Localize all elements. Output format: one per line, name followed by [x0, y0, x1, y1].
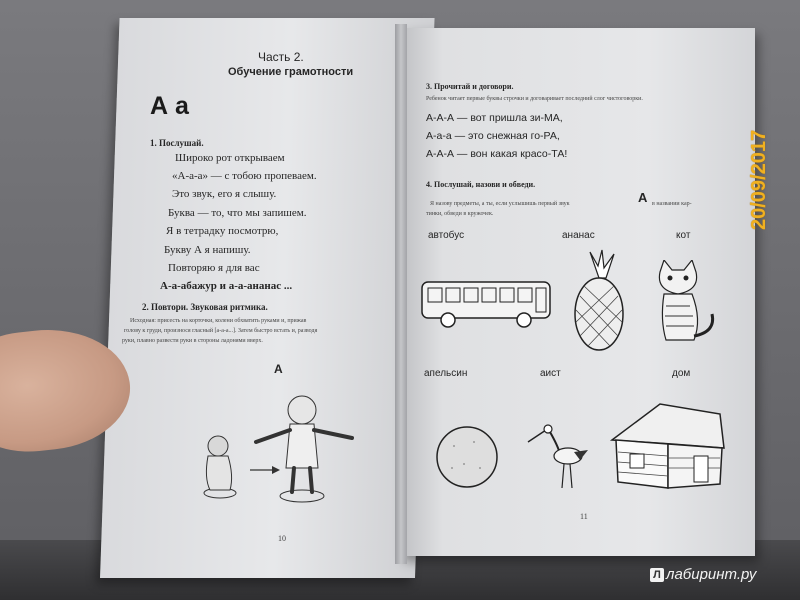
book-spine [395, 24, 407, 564]
word-label-pineapple: ананас [562, 230, 595, 241]
orange-picture [434, 424, 500, 490]
word-label-stork: аист [540, 368, 561, 379]
section2-title: 2. Повтори. Звуковая ритмика. [142, 302, 268, 312]
section4-intro-start: Я назову предметы, а ты, если услышишь первый звук [430, 201, 570, 207]
chant-line: А-а-а — это снежная го-РА, [426, 130, 560, 142]
part-subtitle: Обучение грамотности [228, 66, 354, 78]
house-picture [608, 396, 728, 496]
section3-intro: Ребенок читает первые буквы строчки и договаривает последний слог чистоговорки. [426, 96, 643, 102]
word-label-house: дом [672, 368, 691, 379]
exercise-letter: А [274, 362, 283, 376]
poem-line: Буква — то, что мы запишем. [168, 207, 307, 219]
section1-title: 1. Послушай. [150, 138, 204, 148]
page-number-right: 11 [580, 512, 588, 521]
instruction-line: руки, плавно развести руки в стороны ладонями вверх. [122, 338, 263, 344]
chant-line: А-А-А — вон какая красо-ТА! [426, 148, 568, 160]
poem-line: Широко рот открываем [175, 152, 285, 164]
watermark [650, 566, 756, 583]
section3-title: 3. Прочитай и договори. [426, 82, 514, 91]
pineapple-picture [566, 248, 632, 358]
page-number-left: 10 [278, 534, 286, 543]
poem-line: Это звук, его я слышу. [172, 188, 277, 200]
stork-picture [524, 420, 594, 492]
poem-line: «А-а-а» — с тобою пропеваем. [172, 170, 317, 182]
children-illustration [190, 388, 370, 508]
date-stamp: 20/09/2017 [748, 129, 770, 230]
labirint-logo-icon: Л [650, 568, 664, 582]
section4-intro-end: в названии кар- [652, 201, 692, 207]
poem-line: Букву А я напишу. [164, 244, 251, 256]
watermark-text: лабиринт.ру [666, 566, 757, 583]
part-title: Часть 2. [258, 50, 304, 64]
poem-line: Повторяю я для вас [168, 262, 260, 274]
instruction-line: голову к груди, произнося гласный [а-а-а...]. Затем быстро встать и, разводя [124, 328, 318, 334]
section4-title: 4. Послушай, назови и обведи. [426, 180, 536, 189]
word-label-cat: кот [676, 230, 691, 241]
letter-heading: А а [150, 92, 189, 120]
poem-line: Я в тетрадку посмотрю, [166, 225, 279, 237]
poem-line: А-а-абажур и а-а-ананас ... [160, 280, 293, 292]
bus-picture [418, 276, 558, 332]
chant-line: А-А-А — вот пришла зи-МА, [426, 112, 563, 124]
cat-picture [650, 260, 720, 350]
instruction-line: Исходная: присесть на корточки, колени обхватить руками и, прижав [130, 318, 307, 324]
word-label-bus: автобус [428, 230, 465, 241]
section4-letter: А [638, 190, 648, 205]
word-label-orange: апельсин [424, 368, 468, 379]
section4-intro-line2: тинки, обведи в кружочек. [426, 211, 494, 217]
